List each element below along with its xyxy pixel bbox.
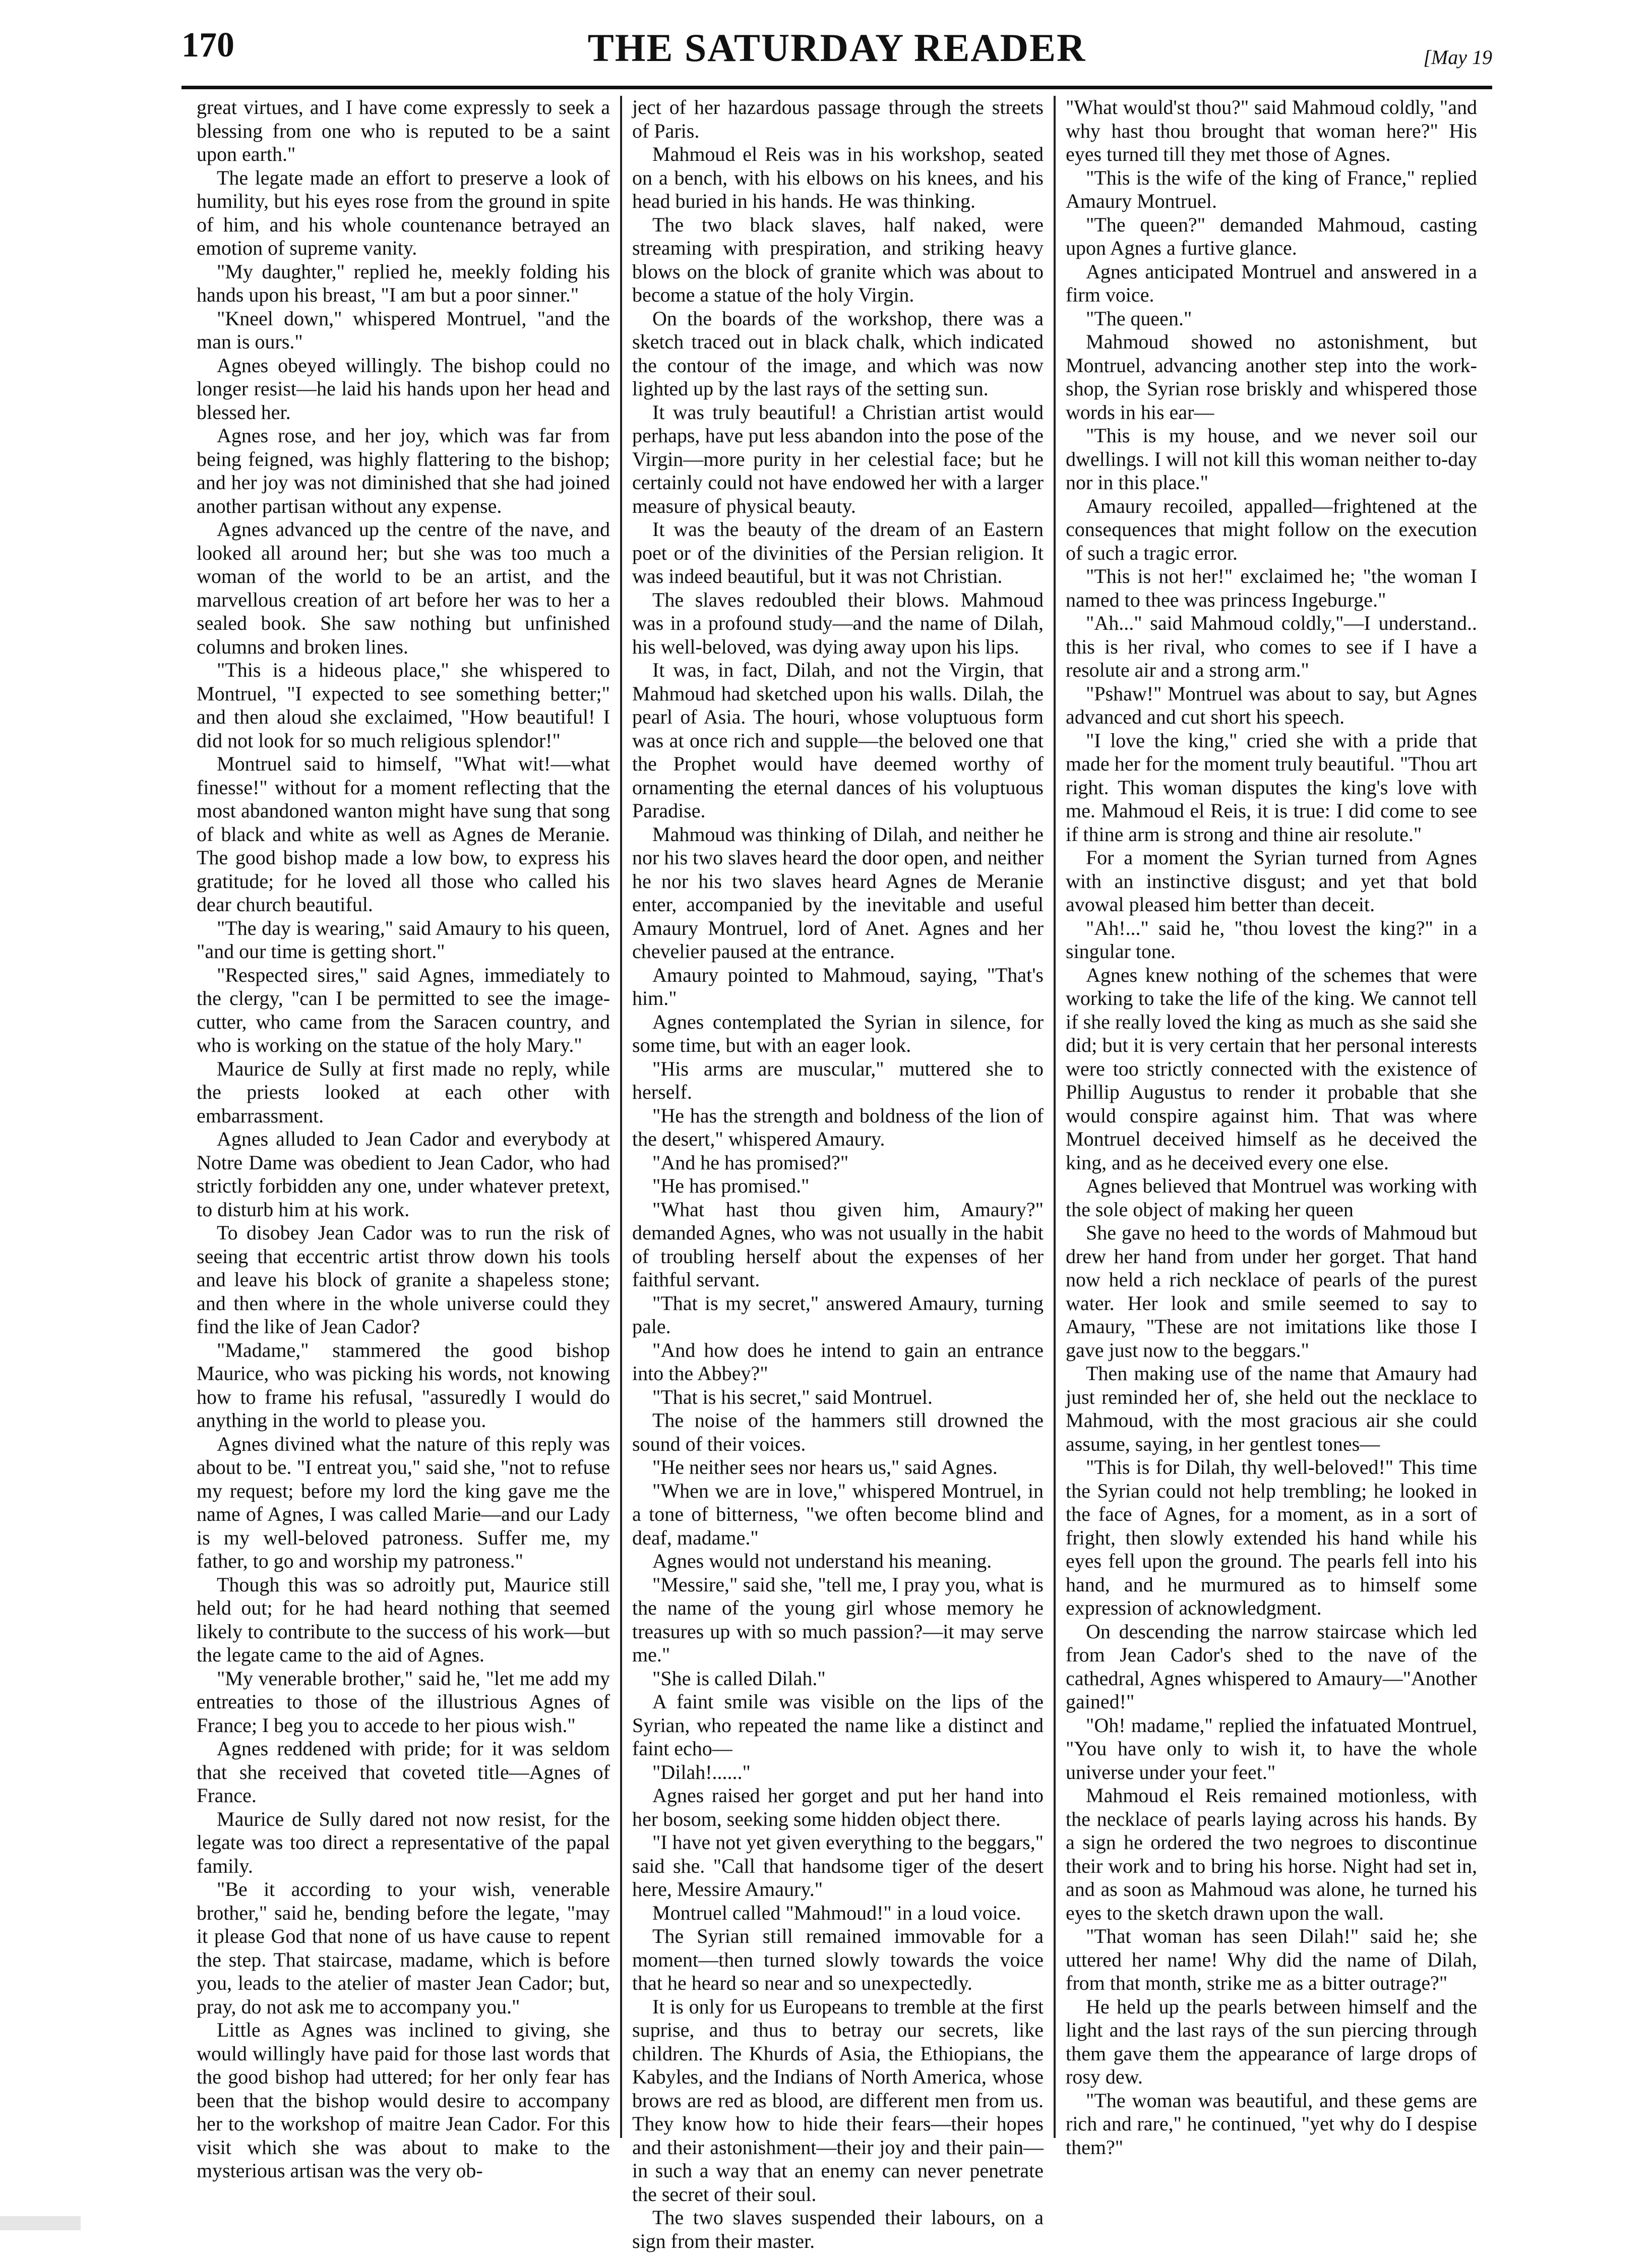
article-paragraph: On descending the narrow staircase which led from Jean Cador's shed to the nave of the cathedral, Agnes whispered to Amaury—"Another gained!"	[1066, 1620, 1477, 1713]
article-columns	[187, 96, 1487, 2252]
article-paragraph: A faint smile was visible on the lips of the Syrian, who repeated the name like a distinct and faint echo—	[632, 1690, 1044, 1760]
article-paragraph: Maurice de Sully dared not now resist, for the legate was too direct a representative of the papal family.	[197, 1807, 610, 1877]
masthead-title: THE SATURDAY READER	[587, 26, 1086, 70]
article-paragraph: "That is his secret," said Montruel.	[652, 1385, 933, 1408]
column-2	[620, 96, 1054, 2252]
article-paragraph: "I have not yet given everything to the beggars," said she. "Call that handsome tiger of the desert here, Messire Amaury."	[632, 1831, 1044, 1900]
article-paragraph: Mahmoud el Reis was in his workshop, seated on a bench, with his elbows on his knees, and his head buried in his hands. He was thinking.	[632, 143, 1044, 212]
article-paragraph: Montruel called "Mahmoud!" in a loud voice.	[652, 1901, 1021, 1924]
article-paragraph: He held up the pearls between himself and the light and the last rays of the sun piercing through them gave them the appearance of large drops of rosy dew.	[1066, 1995, 1477, 2088]
article-paragraph: It is only for us Europeans to tremble at the first suprise, and thus to betray our secrets, like children. The Khurds of Asia, the Ethiopians, the Kabyles, and the Indians of North America, whose brows are red as blood, are different men from us. They know how to hide their fears—their hopes and their astonishment—their joy and their pain—in such a way that an enemy can never penetrate the secret of their soul.	[632, 1995, 1044, 2206]
article-paragraph: Montruel said to himself, "What wit!—what finesse!" without for a moment reflecting that the most abandoned wanton might have sung that song of black and white as well as Agnes de Meranie. The good bishop made a low bow, to express his gratitude; for he loved all those who called his dear church beautiful.	[197, 752, 610, 916]
article-paragraph: "Respected sires," said Agnes, immediately to the clergy, "can I be permitted to see the image-cutter, who came from the Saracen country, and who is working on the statue of the holy Mary."	[197, 963, 610, 1056]
page-number: 170	[181, 26, 234, 65]
article-paragraph: "What would'st thou?" said Mahmoud coldly, "and why hast thou brought that woman here?" His eyes turned till they met those of Agnes.	[1066, 96, 1477, 165]
article-paragraph: Amaury recoiled, appalled—frightened at the consequences that might follow on the execution of such a tragic error.	[1066, 494, 1477, 564]
article-paragraph: Agnes alluded to Jean Cador and everybody at Notre Dame was obedient to Jean Cador, who had strictly forbidden any one, under whatever pretext, to disturb him at his work.	[197, 1127, 610, 1221]
page-edge-mark	[0, 2216, 81, 2230]
article-paragraph: Maurice de Sully at first made no reply, while the priests looked at each other with embarrassment.	[197, 1057, 610, 1127]
article-paragraph: "He has the strength and boldness of the lion of the desert," whispered Amaury.	[632, 1104, 1044, 1150]
article-paragraph: It was, in fact, Dilah, and not the Virgin, that Mahmoud had sketched upon his walls. Dilah, the pearl of Asia. The houri, whose voluptuous form was at once rich and supple—the beloved one that the Prophet would have deemed worthy of ornamenting the eternal dances of his voluptuous Paradise.	[632, 659, 1044, 822]
article-paragraph: Mahmoud was thinking of Dilah, and neither he nor his two slaves heard the door open, and neither he nor his two slaves heard Agnes de Meranie enter, accompanied by the inevitable and useful Amaury Montruel, lord of Anet. Agnes and her chevelier paused at the entrance.	[632, 822, 1044, 963]
article-paragraph: Agnes believed that Montruel was working with the sole object of making her queen	[1066, 1174, 1477, 1221]
article-paragraph: Little as Agnes was inclined to giving, she would willingly have paid for those last words that the good bishop had uttered; for her only fear has been that the bishop would desire to accompany her to the workshop of maitre Jean Cador. For this visit which she was about to make to the mysterious artisan was the very ob-	[197, 2018, 610, 2182]
article-paragraph: Agnes rose, and her joy, which was far from being feigned, was highly flattering to the bishop; and her joy was not diminished that she had joined another partisan without any expense.	[197, 424, 610, 517]
article-paragraph: It was the beauty of the dream of an Eastern poet or of the divinities of the Persian religion. It was indeed beautiful, but it was not Christian.	[632, 518, 1044, 587]
column-1	[187, 96, 620, 2182]
article-paragraph: Mahmoud el Reis remained motionless, with the necklace of pearls laying across his hands. By a sign he ordered the two negroes to discontinue their work and to bring his horse. Night had set in, and as soon as Mahmoud was alone, he turned his eyes to the sketch drawn upon the wall.	[1066, 1784, 1477, 1924]
article-paragraph: Agnes contemplated the Syrian in silence, for some time, but with an eager look.	[632, 1010, 1044, 1056]
article-paragraph: "Be it according to your wish, venerable brother," said he, bending before the legate, "may it please God that none of us have cause to repent the step. That staircase, madame, which is before you, leads to the atelier of master Jean Cador; but, pray, do not ask me to accompany you."	[197, 1878, 610, 2018]
article-paragraph: The two slaves suspended their labours, on a sign from their master.	[632, 2206, 1044, 2252]
article-paragraph: great virtues, and I have come expressly to seek a blessing from one who is reputed to be a saint upon earth."	[197, 96, 610, 165]
article-paragraph: Amaury pointed to Mahmoud, saying, "That's him."	[632, 963, 1044, 1009]
article-paragraph: Agnes reddened with pride; for it was seldom that she received that coveted title—Agnes of France.	[197, 1737, 610, 1807]
article-paragraph: It was truly beautiful! a Christian artist would perhaps, have put less abandon into the pose of the Virgin—more purity in her celestial face; but he certainly could not have endowed her with a larger measure of physical beauty.	[632, 400, 1044, 517]
article-paragraph: Agnes raised her gorget and put her hand into her bosom, seeking some hidden object there.	[632, 1784, 1044, 1830]
article-paragraph: Agnes knew nothing of the schemes that were working to take the life of the king. We cannot tell if she really loved the king as much as she said she did; but it is very certain that her personal interests were too strictly connected with the existence of Phillip Augustus to render it probable that she would conspire against him. That was where Montruel deceived himself as he deceived the king, and as he deceived every one else.	[1066, 963, 1477, 1174]
article-paragraph: "Ah..." said Mahmoud coldly,"—I understand.. this is her rival, who comes to see if I have a resolute air and a strong arm."	[1066, 612, 1477, 681]
article-paragraph: "Messire," said she, "tell me, I pray you, what is the name of the young girl whose memory he treasures up with so much passion?—it may serve me."	[632, 1573, 1044, 1666]
article-paragraph: "His arms are muscular," muttered she to herself.	[632, 1057, 1044, 1103]
article-paragraph: "My venerable brother," said he, "let me add my entreaties to those of the illustrious Agnes of France; I beg you to accede to her pious wish."	[197, 1666, 610, 1737]
article-paragraph: "This is my house, and we never soil our dwellings. I will not kill this woman neither to-day nor in this place."	[1066, 424, 1477, 494]
article-paragraph: "She is called Dilah."	[652, 1666, 826, 1690]
article-paragraph: Agnes divined what the nature of this reply was about to be. "I entreat you," said she, "not to refuse my request; before my lord the king gave me the name of Agnes, I was called Marie—and our Lady is my well-beloved patroness. Suffer me, my father, to go and worship my patroness."	[197, 1432, 610, 1572]
article-paragraph: "Dilah!......"	[652, 1760, 751, 1783]
article-paragraph: "The queen?" demanded Mahmoud, casting upon Agnes a furtive glance.	[1066, 213, 1477, 259]
article-paragraph: "What hast thou given him, Amaury?" demanded Agnes, who was not usually in the habit of troubling herself about the expenses of her faithful servant.	[632, 1198, 1044, 1291]
article-paragraph: "This is not her!" exclaimed he; "the woman I named to thee was princess Ingeburge."	[1066, 565, 1477, 611]
article-paragraph: "My daughter," replied he, meekly folding his hands upon his breast, "I am but a poor sinner."	[197, 260, 610, 306]
article-paragraph: Agnes anticipated Montruel and answered in a firm voice.	[1066, 260, 1477, 306]
article-paragraph: "The woman was beautiful, and these gems are rich and rare," he continued, "yet why do I despise them?"	[1066, 2089, 1477, 2159]
article-paragraph: "And he has promised?"	[652, 1151, 849, 1174]
article-paragraph: "And how does he intend to gain an entrance into the Abbey?"	[632, 1338, 1044, 1385]
article-paragraph: Agnes obeyed willingly. The bishop could no longer resist—he laid his hands upon her head and blessed her.	[197, 353, 610, 424]
article-paragraph: "That is my secret," answered Amaury, turning pale.	[632, 1291, 1044, 1338]
article-paragraph: "This is for Dilah, thy well-beloved!" This time the Syrian could not help trembling; he looked in the face of Agnes, for a moment, as in a sort of fright, then slowly extended his hand while his eyes fell upon the ground. The pearls fell into his hand, and he murmured as to himself some expression of acknowledgment.	[1066, 1456, 1477, 1619]
article-paragraph: Agnes would not understand his meaning.	[652, 1550, 992, 1572]
article-paragraph: The two black slaves, half naked, were streaming with prespiration, and striking heavy blows on the block of granite which was about to become a statue of the holy Virgin.	[632, 213, 1044, 306]
column-3	[1054, 96, 1487, 2159]
article-paragraph: To disobey Jean Cador was to run the risk of seeing that eccentric artist throw down his tools and leave his block of granite a shapeless stone; and then where in the whole universe could they find the like of Jean Cador?	[197, 1221, 610, 1338]
article-paragraph: The noise of the hammers still drowned the sound of their voices.	[632, 1409, 1044, 1455]
article-paragraph: "He neither sees nor hears us," said Agnes.	[652, 1456, 998, 1478]
article-paragraph: "That woman has seen Dilah!" said he; she uttered her name! Why did the name of Dilah, from that month, strike me as a bitter outrage?"	[1066, 1925, 1477, 1994]
article-paragraph: "Pshaw!" Montruel was about to say, but Agnes advanced and cut short his speech.	[1066, 682, 1477, 728]
article-paragraph: For a moment the Syrian turned from Agnes with an instinctive disgust; and yet that bold avowal pleased him better than deceit.	[1066, 846, 1477, 916]
issue-date: [May 19	[1423, 46, 1492, 69]
article-paragraph: ject of her hazardous passage through the streets of Paris.	[632, 96, 1044, 142]
article-paragraph: Then making use of the name that Amaury had just reminded her of, she held out the necklace to Mahmoud, with the most gracious air she could assume, saying, in her gentlest tones—	[1066, 1362, 1477, 1455]
header-rule	[181, 86, 1492, 89]
article-paragraph: "Ah!..." said he, "thou lovest the king?" in a singular tone.	[1066, 916, 1477, 963]
article-paragraph: "He has promised."	[652, 1174, 810, 1197]
page-header	[181, 25, 1492, 76]
article-paragraph: "I love the king," cried she with a pride that made her for the moment truly beautiful. "Thou art right. This woman disputes the king's love with me. Mahmoud el Reis, it is true: I did come to see if thine arm is strong and thine air resolute."	[1066, 729, 1477, 846]
article-paragraph: Though this was so adroitly put, Maurice still held out; for he had heard nothing that seemed likely to contribute to the success of his work—but the legate came to the aid of Agnes.	[197, 1573, 610, 1666]
article-paragraph: Mahmoud showed no astonishment, but Montruel, advancing another step into the work-shop, the Syrian rose briskly and whispered those words in his ear—	[1066, 330, 1477, 424]
article-paragraph: "This is a hideous place," she whispered to Montruel, "I expected to see something better;" and then aloud she exclaimed, "How beautiful! I did not look for so much religious splendor!"	[197, 659, 610, 752]
article-paragraph: "This is the wife of the king of France," replied Amaury Montruel.	[1066, 166, 1477, 212]
article-paragraph: "The queen."	[1086, 307, 1192, 330]
article-paragraph: "The day is wearing," said Amaury to his queen, "and our time is getting short."	[197, 916, 610, 963]
article-paragraph: The Syrian still remained immovable for a moment—then turned slowly towards the voice that he heard so near and so unexpectedly.	[632, 1925, 1044, 1994]
article-paragraph: "When we are in love," whispered Montruel, in a tone of bitterness, "we often become blind and deaf, madame."	[632, 1479, 1044, 1549]
article-paragraph: "Kneel down," whispered Montruel, "and the man is ours."	[197, 307, 610, 353]
article-paragraph: On the boards of the workshop, there was a sketch traced out in black chalk, which indicated the contour of the image, and which was now lighted up by the last rays of the setting sun.	[632, 307, 1044, 400]
article-paragraph: "Madame," stammered the good bishop Maurice, who was picking his words, not knowing how to frame his refusal, "assuredly I would do anything in the world to please you.	[197, 1338, 610, 1432]
article-paragraph: "Oh! madame," replied the infatuated Montruel, "You have only to wish it, to have the whole universe under your feet."	[1066, 1713, 1477, 1783]
article-paragraph: The slaves redoubled their blows. Mahmoud was in a profound study—and the name of Dilah, his well-beloved, was dying away upon his lips.	[632, 588, 1044, 658]
article-paragraph: She gave no heed to the words of Mahmoud but drew her hand from under her gorget. That hand now held a rich necklace of pearls of the purest water. Her look and smile seemed to say to Amaury, "These are not imitations like those I gave just now to the beggars."	[1066, 1221, 1477, 1361]
article-paragraph: The legate made an effort to preserve a look of humility, but his eyes rose from the ground in spite of him, and his whole countenance betrayed an emotion of supreme vanity.	[197, 166, 610, 259]
article-paragraph: Agnes advanced up the centre of the nave, and looked all around her; but she was too much a woman of the world to be an artist, and the marvellous creation of art before her was to her a sealed book. She saw nothing but unfinished columns and broken lines.	[197, 518, 610, 658]
